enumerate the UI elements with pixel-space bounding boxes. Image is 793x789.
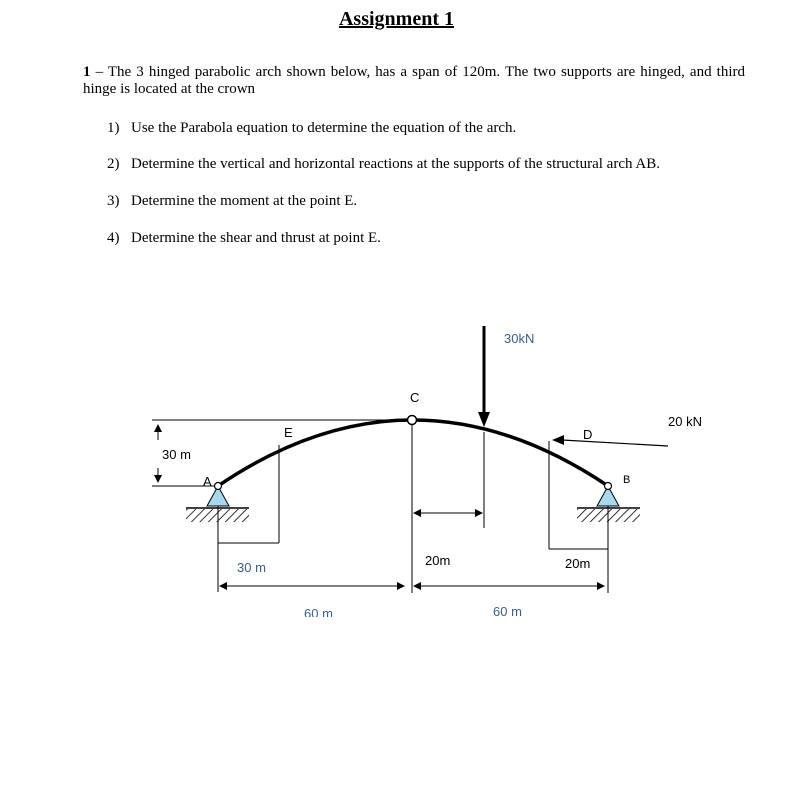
label-a-to-c: 60 m (304, 606, 333, 617)
problem-dash: – (90, 64, 108, 80)
hinge-c (408, 416, 417, 425)
hinge-b (605, 483, 612, 490)
task-text: Determine the vertical and horizontal reactions at the supports of the structural arch AB. (131, 156, 660, 172)
label-vertical-load: 30kN (504, 331, 535, 346)
label-rise: 30 m (162, 447, 191, 462)
label-c-to-load: 20m (425, 553, 451, 568)
page-title: Assignment 1 (338, 8, 454, 30)
hinge-a (215, 483, 222, 490)
problem-number: 1 (83, 64, 91, 80)
task-text: Determine the shear and thrust at point E. (131, 230, 381, 246)
ground-b-hatch (577, 509, 640, 522)
problem-text: The 3 hinged parabolic arch shown below, has a span of 120m. The two supports are hinged, and third hinge is located at the crown (83, 64, 745, 97)
c-load-arrow-left (413, 509, 421, 517)
horizontal-load-arrowhead (552, 435, 564, 445)
label-d-to-b: 20m (565, 556, 591, 571)
span-right-arrow-start (413, 582, 421, 590)
label-point-d: D (583, 427, 593, 442)
label-point-c: C (410, 390, 420, 405)
task-number: 1) (107, 120, 120, 136)
label-point-b: B (623, 474, 631, 486)
task-number: 3) (107, 193, 120, 209)
task-text: Use the Parabola equation to determine the equation of the arch. (131, 120, 517, 136)
task-number: 2) (107, 156, 120, 172)
label-point-a: A (203, 474, 212, 489)
vertical-load-arrowhead (478, 412, 490, 427)
ground-a-hatch (186, 509, 249, 522)
label-horizontal-load: 20 kN (668, 414, 702, 429)
label-c-to-b: 60 m (493, 604, 522, 616)
span-left-arrow-start (219, 582, 227, 590)
task-text: Determine the moment at the point E. (131, 193, 358, 209)
label-point-e: E (284, 425, 293, 440)
task-number: 4) (107, 230, 120, 246)
horizontal-load-arrow (562, 440, 668, 446)
label-a-to-e: 30 m (237, 560, 266, 575)
